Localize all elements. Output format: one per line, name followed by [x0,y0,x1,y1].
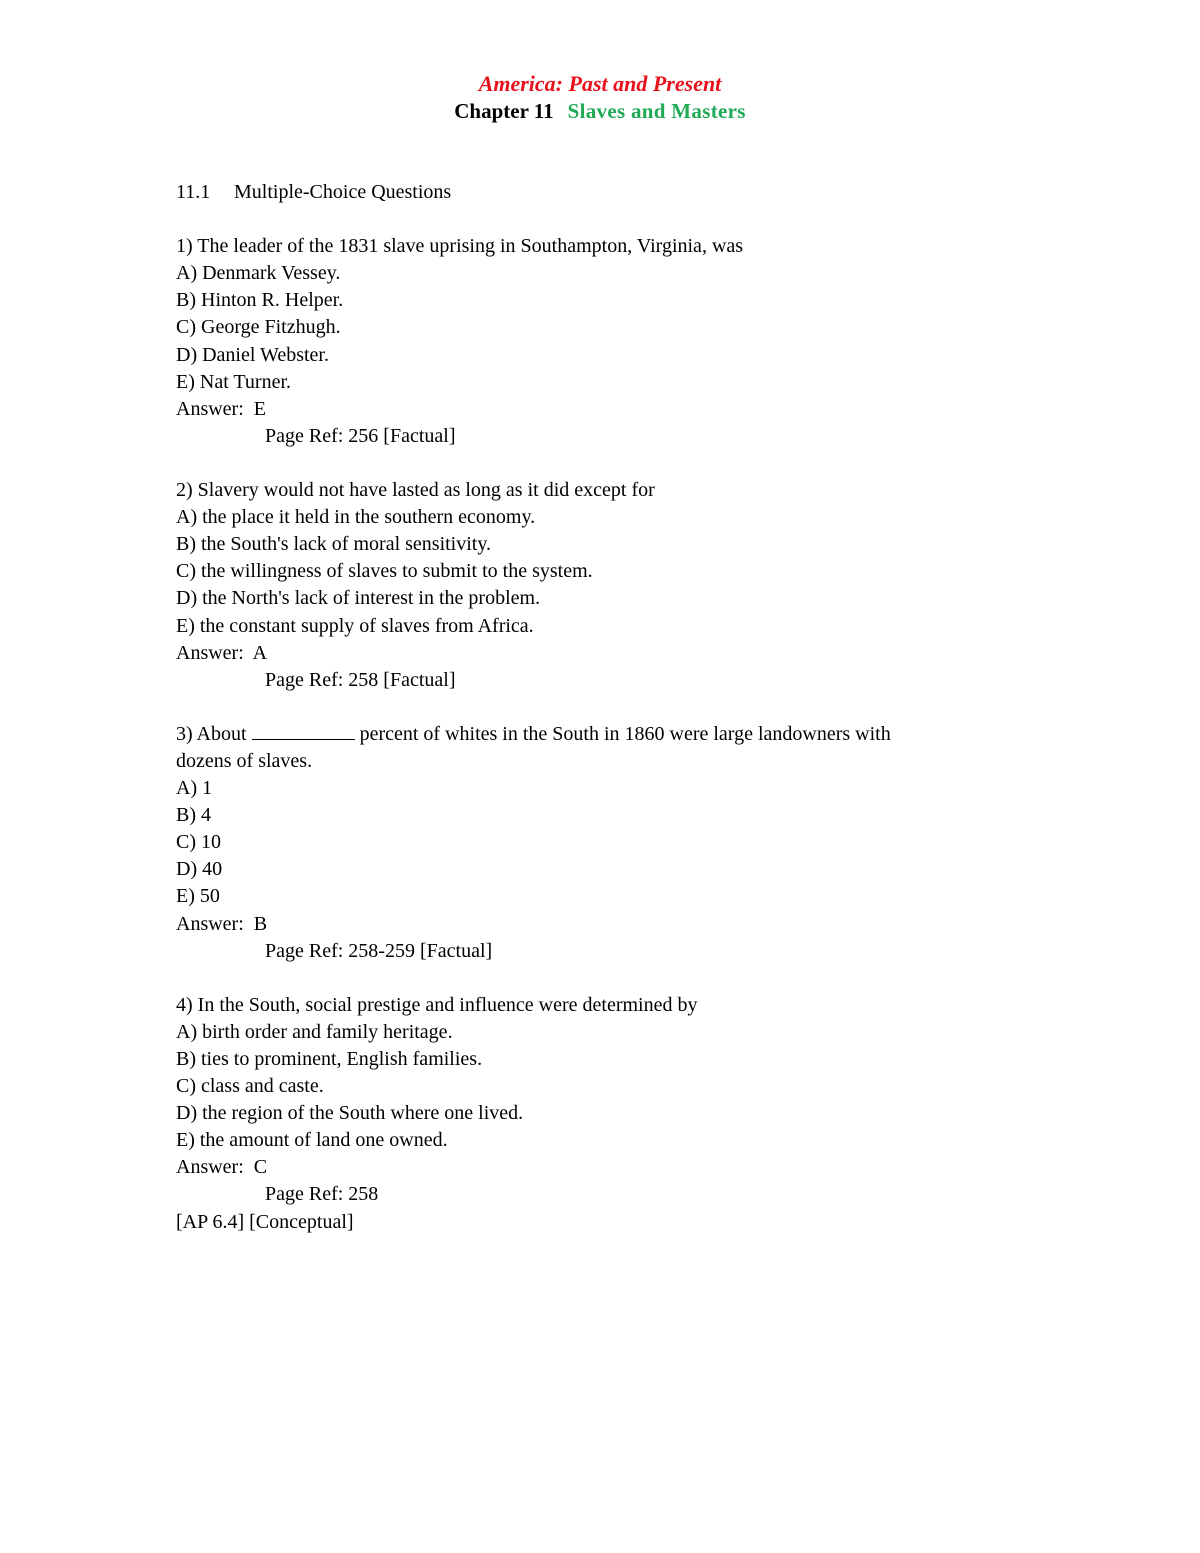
page-ref: Page Ref: 256 [Factual] [265,424,456,447]
chapter-title: Slaves and Masters [567,99,746,123]
chapter-heading [0,97,1200,125]
stem-before: 3) About [176,722,247,745]
answer: Answer: A [176,641,268,664]
option-a: A) Denmark Vessey. [176,262,341,285]
option-c: C) 10 [176,831,221,854]
document-body [176,179,1076,1236]
chapter-label: Chapter 11 [454,99,554,123]
option-b: B) the South's lack of moral sensitivity. [176,533,492,556]
option-e: E) the constant supply of slaves from Africa. [176,614,534,637]
option-b: B) 4 [176,804,211,827]
option-d: D) the region of the South where one lived. [176,1102,524,1125]
section-heading [176,179,1076,206]
option-d: D) Daniel Webster. [176,343,329,366]
option-c: C) George Fitzhugh. [176,316,341,339]
question-4 [176,992,1076,1236]
option-d: D) the North's lack of interest in the problem. [176,587,541,610]
classification-tags: [AP 6.4] [Conceptual] [176,1210,354,1233]
option-c: C) class and caste. [176,1075,324,1098]
question-2 [176,477,1076,694]
answer: Answer: B [176,912,268,935]
question-1 [176,233,1076,450]
option-b: B) ties to prominent, English families. [176,1048,483,1070]
answer: Answer: E [176,397,266,420]
question-stem: 2) Slavery would not have lasted as long as it did except for [176,479,655,502]
option-a: A) 1 [176,777,213,800]
option-c: C) the willingness of slaves to submit to the system. [176,560,593,583]
option-d: D) 40 [176,858,223,881]
page-ref: Page Ref: 258-259 [Factual] [265,939,493,962]
option-a: A) birth order and family heritage. [176,1020,453,1043]
option-e: E) 50 [176,885,220,908]
option-e: E) the amount of land one owned. [176,1129,448,1152]
option-e: E) Nat Turner. [176,370,291,393]
section-title: Multiple-Choice Questions [234,181,452,203]
question-stem-line-2: dozens of slaves. [176,749,313,772]
question-3 [176,721,1076,965]
page-ref: Page Ref: 258 [Factual] [265,668,456,691]
question-stem: 4) In the South, social prestige and influence were determined by [176,993,698,1016]
book-title: America: Past and Present [478,71,722,96]
page-ref: Page Ref: 258 [265,1183,379,1206]
option-a: A) the place it held in the southern economy. [176,506,536,529]
answer: Answer: C [176,1156,268,1179]
stem-after-part-1: percent of whites in the South in 1860 were large landowners with [359,722,891,745]
question-stem-line-1 [176,721,1076,748]
option-b: B) Hinton R. Helper. [176,289,344,312]
question-stem: 1) The leader of the 1831 slave uprising in Southampton, Virginia, was [176,235,744,258]
section-number: 11.1 [176,181,211,203]
fill-in-blank [252,721,355,740]
